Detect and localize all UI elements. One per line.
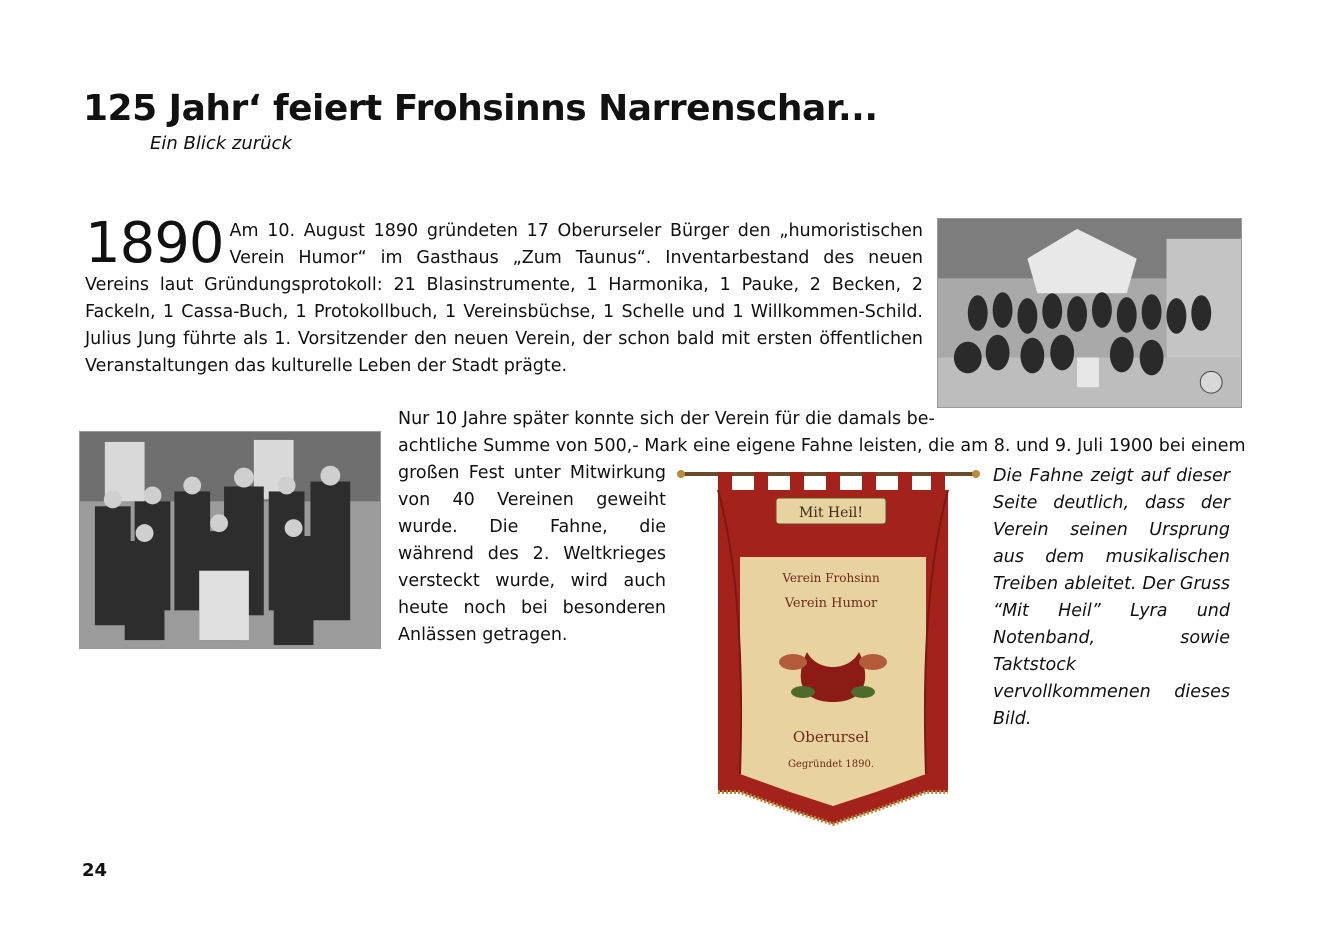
flag-caption: Die Fahne zeigt auf dieser Seite deutlich, dass der Verein seinen Ursprung aus dem musikalischen Treiben ableitet. Der Gruss “Mit Heil” Lyra und Notenband, sowie Taktstock vervollkommenen dieses Bild. [993,466,1230,729]
year-heading: 1890 [85,211,224,276]
flag-story-column: großen Fest unter Mitwirkung von 40 Vereinen geweiht wurde. Die Fahne, die während des 2. Weltkrieges versteckt wurde, wird auch heute noch bei besonderen Anlässen getragen. [398,463,666,645]
page-title: 125 Jahr‘ feiert Frohsinns Narrenschar... [83,88,878,129]
flag-text-founded: Gegründet 1890. [787,759,875,770]
flag-text-frohsinn: Verein Frohsinn [782,571,880,585]
intro-text: Am 10. August 1890 gründeten 17 Oberurseler Bürger den „humoristischen Verein Humor“ im Gasthaus „Zum Taunus“. Inventarbestand des neuen Vereins laut Gründungsprotokoll: 21 Blasinstrumente, 1 Harmonika, 1 Pauke, 2 Becken, 2 Fackeln, 1 Cassa-Buch, 1 Protokollbuch, 1 Vereinsbüchse, 1 Schelle und 1 Willkommen-Schild. Julius Jung führte als 1. Vorsitzender den neuen Verein, der schon bald mit ersten öffentlichen Veranstaltungen das kulturelle Leben der Stadt prägte. [85,221,923,376]
members-group-photo [79,431,381,649]
flag-text-city: Oberursel [792,728,870,746]
page-subtitle: Ein Blick zurück [150,133,292,154]
intro-paragraph [85,211,923,380]
page-number: 24 [82,860,108,881]
flag-text-humor: Verein Humor [784,596,878,611]
flag-story-line-2: achtliche Summe von 500,- Mark eine eigene Fahne leisten, die am 8. und 9. Juli 1900 bei einem [398,436,1246,456]
club-group-photo [937,218,1242,408]
club-flag-image [676,462,986,837]
flag-story-line-1: Nur 10 Jahre später konnte sich der Verein für die damals be- [398,409,935,429]
flag-motto-text: Mit Heil! [799,505,863,521]
